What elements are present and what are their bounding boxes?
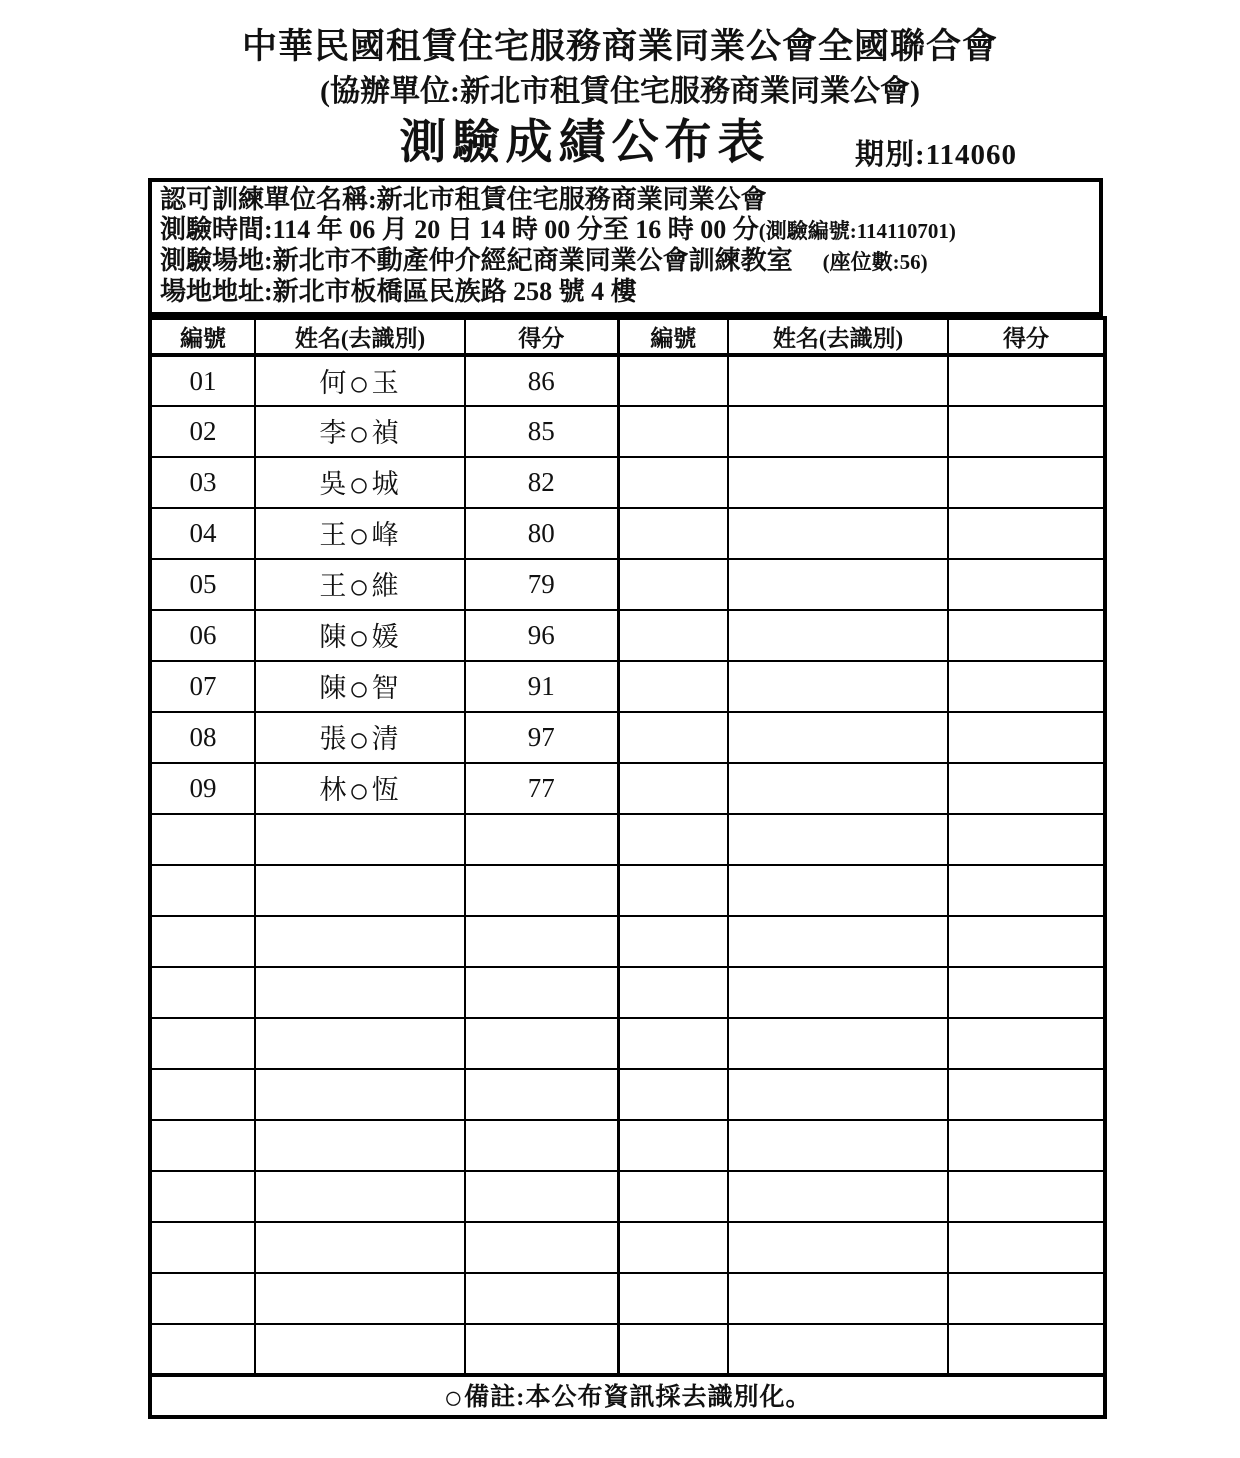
cell-score (948, 1273, 1105, 1324)
table-row (150, 1273, 1105, 1324)
table-row (150, 559, 1105, 610)
cell-score (948, 406, 1105, 457)
cell-no: 01 (150, 355, 255, 406)
cell-score (948, 559, 1105, 610)
cell-score (948, 610, 1105, 661)
cell-name (255, 1222, 465, 1273)
exam-venue-line (160, 246, 1093, 277)
cell-no (618, 1018, 728, 1069)
cell-score (465, 967, 618, 1018)
cell-name (255, 1018, 465, 1069)
cell-name (255, 1324, 465, 1375)
cell-score (465, 1324, 618, 1375)
table-row (150, 661, 1105, 712)
cell-no: 04 (150, 508, 255, 559)
cell-no (618, 508, 728, 559)
cell-name: 陳○媛 (255, 610, 465, 661)
cell-score: 77 (465, 763, 618, 814)
cell-no (618, 967, 728, 1018)
cell-name (255, 1120, 465, 1171)
cell-score: 80 (465, 508, 618, 559)
cell-score (948, 355, 1105, 406)
cell-score: 82 (465, 457, 618, 508)
cell-no: 03 (150, 457, 255, 508)
cell-no (618, 457, 728, 508)
cell-name (728, 1018, 948, 1069)
cell-score (465, 814, 618, 865)
cell-name (728, 1171, 948, 1222)
cell-score: 85 (465, 406, 618, 457)
cell-score (948, 814, 1105, 865)
cell-name (728, 457, 948, 508)
cell-name (728, 763, 948, 814)
table-row (150, 406, 1105, 457)
cell-no (150, 1171, 255, 1222)
cell-score (465, 1120, 618, 1171)
table-row (150, 1018, 1105, 1069)
cell-no (618, 1069, 728, 1120)
cell-no (618, 814, 728, 865)
deidentified-circle-icon: ○ (348, 465, 372, 505)
score-table (148, 316, 1107, 1419)
cell-no (618, 355, 728, 406)
exam-code-text: (測驗編號:114110701) (758, 219, 956, 243)
cell-score: 86 (465, 355, 618, 406)
table-row (150, 1171, 1105, 1222)
cell-name (728, 661, 948, 712)
table-row (150, 967, 1105, 1018)
column-header-no-right: 編號 (618, 318, 728, 355)
cell-name (255, 1171, 465, 1222)
cell-no: 07 (150, 661, 255, 712)
cell-score (948, 1222, 1105, 1273)
cell-name: 林○恆 (255, 763, 465, 814)
cell-name: 王○峰 (255, 508, 465, 559)
cell-name (728, 406, 948, 457)
note-row (150, 1375, 1105, 1417)
table-row (150, 763, 1105, 814)
column-header-score-right: 得分 (948, 318, 1105, 355)
cell-score: 91 (465, 661, 618, 712)
cell-name (728, 1324, 948, 1375)
cell-score (465, 865, 618, 916)
column-header-name-left: 姓名(去識別) (255, 318, 465, 355)
table-row (150, 1324, 1105, 1375)
cell-score (948, 508, 1105, 559)
table-row (150, 1222, 1105, 1273)
cell-name (255, 967, 465, 1018)
cell-score (948, 661, 1105, 712)
cell-no (618, 559, 728, 610)
cell-score (465, 1069, 618, 1120)
cell-no (618, 916, 728, 967)
cell-no (618, 712, 728, 763)
cell-no (618, 865, 728, 916)
cell-no (150, 814, 255, 865)
table-row (150, 712, 1105, 763)
cell-no: 05 (150, 559, 255, 610)
cell-score (948, 967, 1105, 1018)
table-row (150, 457, 1105, 508)
column-header-name-right: 姓名(去識別) (728, 318, 948, 355)
cell-name (728, 1222, 948, 1273)
exam-time-line (160, 215, 1093, 246)
cell-name (255, 1069, 465, 1120)
seat-count-text: (座位數:56) (822, 250, 928, 274)
cell-name (728, 865, 948, 916)
cell-no (150, 916, 255, 967)
cell-name (728, 1273, 948, 1324)
deidentified-circle-icon: ○ (348, 771, 372, 811)
deidentified-circle-icon: ○ (348, 567, 372, 607)
cell-no (150, 1018, 255, 1069)
cell-no (150, 1222, 255, 1273)
cell-score: 97 (465, 712, 618, 763)
cell-score (948, 1324, 1105, 1375)
table-row (150, 508, 1105, 559)
period-label: 期別:114060 (855, 139, 1018, 171)
cell-name (728, 508, 948, 559)
cell-name (255, 814, 465, 865)
cell-name (728, 559, 948, 610)
cell-name: 何○玉 (255, 355, 465, 406)
table-row (150, 1069, 1105, 1120)
table-row (150, 814, 1105, 865)
cell-score (948, 1069, 1105, 1120)
cell-score (465, 1018, 618, 1069)
cell-no (150, 1324, 255, 1375)
deidentified-circle-icon: ○ (348, 414, 372, 454)
cell-no (150, 967, 255, 1018)
cell-name (728, 712, 948, 763)
cell-name (728, 355, 948, 406)
cell-score (465, 1273, 618, 1324)
cell-score (948, 457, 1105, 508)
table-row (150, 1120, 1105, 1171)
cell-name (255, 865, 465, 916)
cell-score (948, 865, 1105, 916)
document-header (0, 0, 1240, 174)
deidentified-circle-icon: ○ (348, 364, 372, 404)
cell-score (948, 763, 1105, 814)
table-row (150, 865, 1105, 916)
table-row (150, 355, 1105, 406)
cell-no: 06 (150, 610, 255, 661)
table-header-row (150, 318, 1105, 355)
cell-no (150, 1273, 255, 1324)
cell-name (728, 814, 948, 865)
cell-name (728, 1120, 948, 1171)
organization-title: 中華民國租賃住宅服務商業同業公會全國聯合會 (241, 27, 998, 66)
exam-time-text: 測驗時間:114 年 06 月 20 日 14 時 00 分至 16 時 00 分 (160, 215, 759, 244)
cell-name: 吳○城 (255, 457, 465, 508)
cell-score (465, 1171, 618, 1222)
cell-score (948, 1171, 1105, 1222)
cell-name (728, 916, 948, 967)
cell-no (618, 661, 728, 712)
cell-name (728, 1069, 948, 1120)
cell-no: 08 (150, 712, 255, 763)
note-cell: ○備註:本公布資訊採去識別化。 (150, 1375, 1105, 1417)
venue-address-line: 場地地址:新北市板橋區民族路 258 號 4 樓 (160, 277, 637, 306)
cell-name (728, 610, 948, 661)
cell-name (255, 1273, 465, 1324)
cell-score (465, 916, 618, 967)
exam-venue-text: 測驗場地:新北市不動產仲介經紀商業同業公會訓練教室 (160, 246, 793, 275)
cell-no (618, 1222, 728, 1273)
cell-name (728, 967, 948, 1018)
exam-info-box (148, 178, 1103, 316)
cell-no (618, 406, 728, 457)
table-row (150, 916, 1105, 967)
column-header-score-left: 得分 (465, 318, 618, 355)
cell-score (465, 1222, 618, 1273)
cell-no (150, 865, 255, 916)
cell-no (618, 1324, 728, 1375)
training-unit-line: 認可訓練單位名稱:新北市租賃住宅服務商業同業公會 (160, 185, 767, 214)
document-title: 測驗成績公布表 (399, 117, 771, 169)
deidentified-circle-icon: ○ (443, 1380, 465, 1417)
cell-no (618, 1171, 728, 1222)
co-organizer-line: (協辦單位:新北市租賃住宅服務商業同業公會) (320, 75, 920, 108)
deidentified-circle-icon: ○ (348, 720, 372, 760)
cell-score (948, 1018, 1105, 1069)
cell-name: 王○維 (255, 559, 465, 610)
cell-name: 李○禎 (255, 406, 465, 457)
cell-no: 02 (150, 406, 255, 457)
cell-no (150, 1120, 255, 1171)
deidentified-circle-icon: ○ (348, 516, 372, 556)
column-header-no-left: 編號 (150, 318, 255, 355)
cell-no (618, 1120, 728, 1171)
cell-no (618, 610, 728, 661)
cell-score (948, 1120, 1105, 1171)
table-row (150, 610, 1105, 661)
deidentified-circle-icon: ○ (348, 618, 372, 658)
cell-score (948, 712, 1105, 763)
cell-no (150, 1069, 255, 1120)
cell-score (948, 916, 1105, 967)
score-table-body (150, 355, 1105, 1375)
cell-no: 09 (150, 763, 255, 814)
cell-no (618, 763, 728, 814)
cell-no (618, 1273, 728, 1324)
cell-name: 張○清 (255, 712, 465, 763)
cell-name: 陳○智 (255, 661, 465, 712)
cell-score: 96 (465, 610, 618, 661)
deidentified-circle-icon: ○ (348, 669, 372, 709)
cell-name (255, 916, 465, 967)
title-row (0, 114, 1240, 174)
cell-score: 79 (465, 559, 618, 610)
